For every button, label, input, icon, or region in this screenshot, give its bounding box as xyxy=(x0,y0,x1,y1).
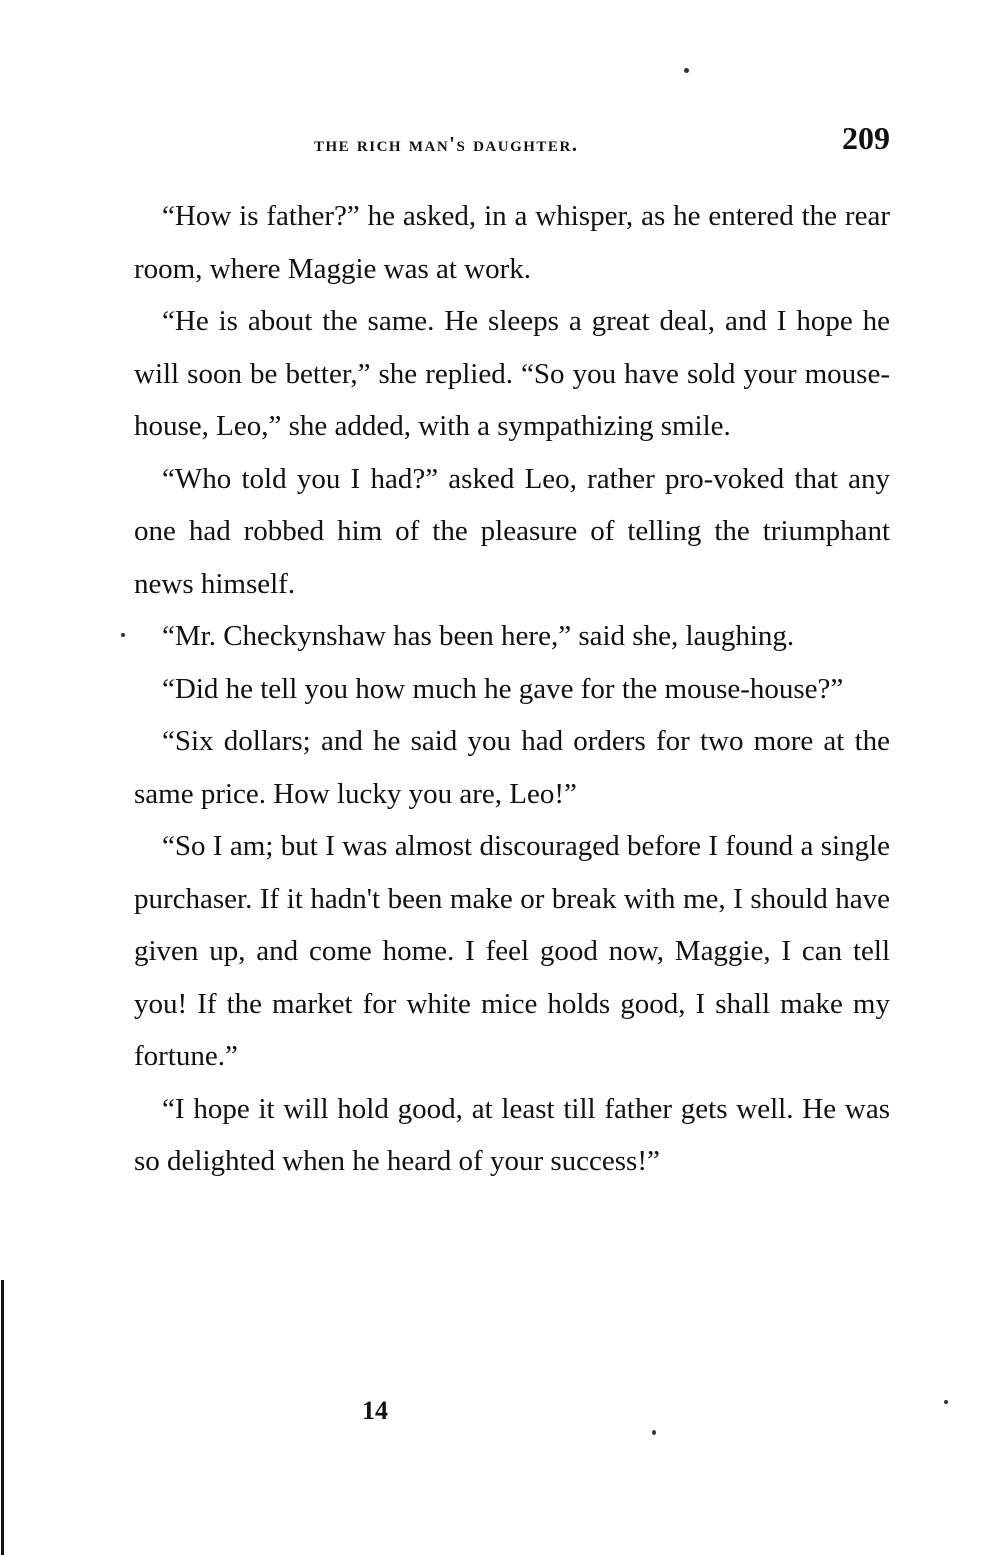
paragraph: “So I am; but I was almost discouraged before I found a single purchaser. If it hadn't been make or break with me, I should have given up, and come home. I feel good now, Maggie, I can tell you! If the market for white mice holds good, I shall make my fortune.” xyxy=(134,830,890,1072)
paragraph: “He is about the same. He sleeps a great deal, and I hope he will soon be better,” she replied. “So you have sold your mouse-house, Leo,” she added, with a sympathizing smile. xyxy=(134,305,890,442)
paragraph: “I hope it will hold good, at least till father gets well. He was so delighted when he heard of your success!” xyxy=(134,1092,890,1177)
scan-edge-line xyxy=(1,1280,4,1555)
ink-speck xyxy=(944,1400,948,1404)
ink-speck xyxy=(652,1430,656,1435)
paragraph: “Who told you I had?” asked Leo, rather pro-voked that any one had robbed him of the pleasure of telling the triumphant news himself. xyxy=(134,462,890,600)
page-header xyxy=(134,118,890,162)
running-head: the rich man's daughter. xyxy=(314,132,579,156)
signature-mark: 14 xyxy=(362,1396,388,1425)
paragraph: “Did he tell you how much he gave for the mouse-house?” xyxy=(162,672,844,705)
page-number: 209 xyxy=(842,120,890,156)
paragraph: “Six dollars; and he said you had orders for two more at the same price. How lucky you are, Leo!” xyxy=(134,725,890,810)
ink-speck xyxy=(684,68,689,73)
paragraph: “How is father?” he asked, in a whisper, as he entered the rear room, where Maggie was at work. xyxy=(134,200,890,285)
ink-speck xyxy=(121,633,125,637)
paragraph: “Mr. Checkynshaw has been here,” said she, laughing. xyxy=(162,620,795,652)
body-text xyxy=(134,190,890,1188)
